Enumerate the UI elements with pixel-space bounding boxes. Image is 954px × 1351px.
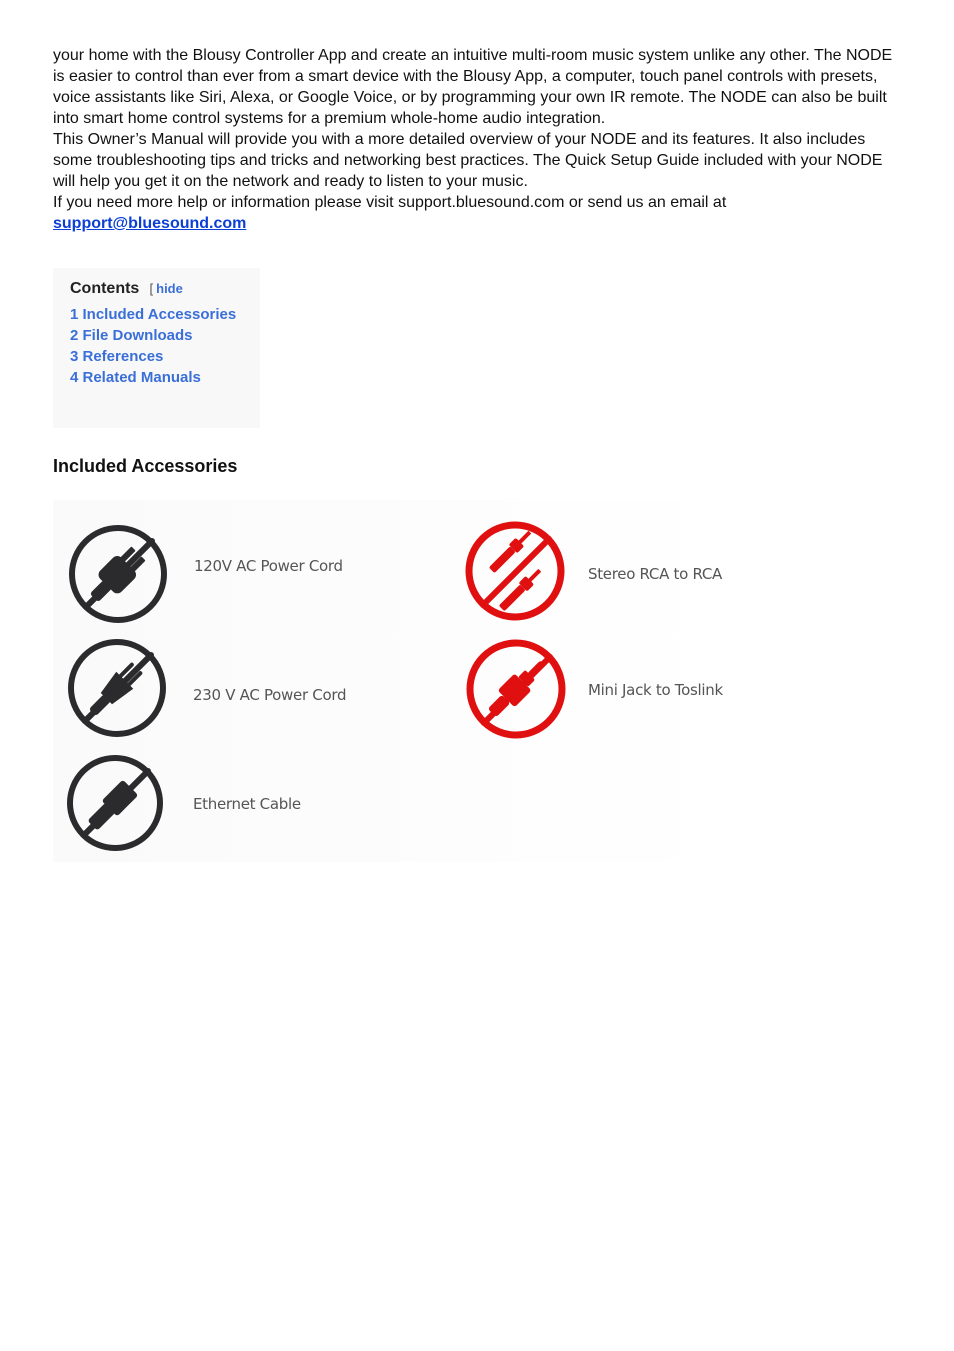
rca-plug-icon — [463, 519, 567, 623]
intro-paragraph-1: your home with the Blousy Controller App and create an intuitive multi-room music system unlike any other. The NODE is easier to control than ever from a smart device with the Blousy App, a computer, touch panel controls with presets, voice assistants like Siri, Alexa, or Google Voice, or by programming your own IR remote. The NODE can also be built into smart home control systems for a premium whole-home audio integration. — [53, 47, 893, 127]
toc-item — [70, 306, 243, 323]
eu-plug-icon — [65, 637, 169, 739]
toc-header — [70, 280, 243, 298]
us-plug-icon — [66, 523, 170, 625]
toc-link-file-downloads[interactable]: 2 File Downloads — [70, 327, 193, 344]
toc-item — [70, 327, 243, 344]
table-of-contents — [53, 268, 260, 428]
intro-paragraph-3: If you need more help or information please visit support.bluesound.com or send us an email at — [53, 194, 727, 211]
support-email-link[interactable]: support@bluesound.com — [53, 215, 247, 232]
intro-text — [53, 45, 903, 234]
toc-item — [70, 348, 243, 365]
accessory-label: Ethernet Cable — [193, 795, 301, 813]
accessory-label: 230 V AC Power Cord — [193, 686, 347, 704]
toc-link-related-manuals[interactable]: 4 Related Manuals — [70, 369, 201, 386]
toc-bracket: [ — [149, 281, 154, 296]
toc-item — [70, 369, 243, 386]
accessory-label: 120V AC Power Cord — [194, 557, 343, 575]
toslink-plug-icon — [464, 637, 568, 741]
toc-link-included-accessories[interactable]: 1 Included Accessories — [70, 306, 237, 323]
section-title-included-accessories: Included Accessories — [53, 456, 238, 476]
toc-link-references[interactable]: 3 References — [70, 348, 164, 365]
toc-title: Contents — [70, 280, 140, 297]
toc-hide-link[interactable]: hide — [156, 281, 183, 296]
email-line — [53, 213, 903, 234]
toc-hide-toggle — [150, 281, 183, 296]
accessory-label: Stereo RCA to RCA — [588, 565, 722, 583]
accessory-label: Mini Jack to Toslink — [588, 681, 723, 699]
toc-list — [70, 306, 243, 386]
accessories-image — [53, 500, 733, 862]
ethernet-plug-icon — [64, 753, 166, 853]
intro-paragraph-2: This Owner’s Manual will provide you with a more detailed overview of your NODE and its features. It also includes some troubleshooting tips and tricks and networking best practices. The Quick Setup Guide included with your NODE will help you get it on the network and ready to listen to your music. — [53, 131, 883, 190]
